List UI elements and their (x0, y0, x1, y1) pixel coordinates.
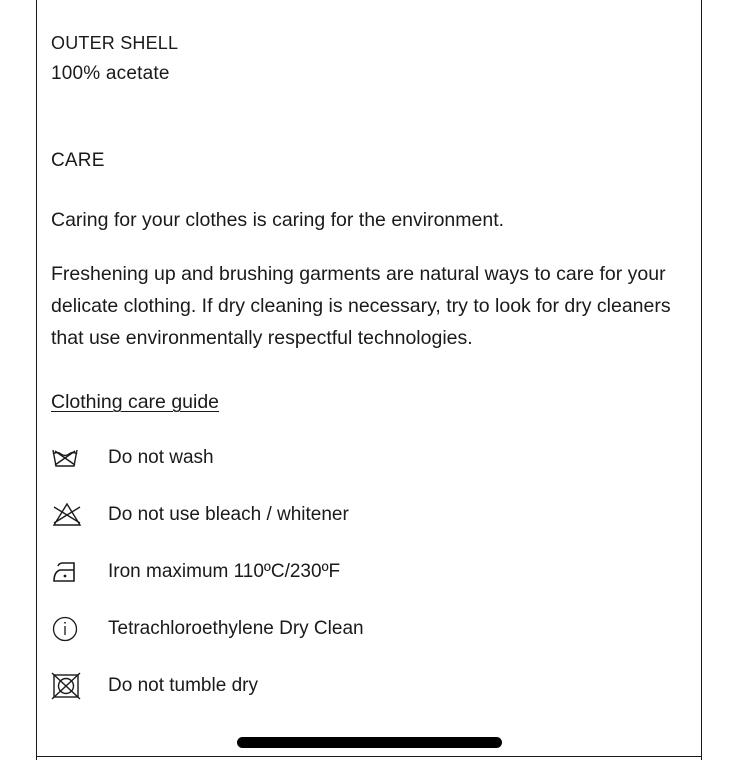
product-details-panel (36, 0, 702, 760)
care-item-label: Iron maximum 110ºC/230ºF (108, 561, 341, 582)
care-item-dry-clean (51, 614, 364, 644)
home-indicator[interactable] (237, 737, 502, 748)
dry-clean-p-icon (51, 615, 83, 643)
care-heading: CARE (51, 150, 105, 171)
care-description: Freshening up and brushing garments are natural ways to care for your delicate clothing. If dry cleaning is necessary, try to look for dry cleaners that use environmentally respectful technologies. (51, 263, 671, 349)
care-item-do-not-wash (51, 443, 214, 473)
do-not-tumble-dry-icon (51, 672, 83, 700)
care-item-do-not-tumble-dry (51, 671, 258, 701)
panel-bottom-border (36, 756, 702, 757)
care-item-label: Tetrachloroethylene Dry Clean (108, 618, 364, 639)
do-not-wash-icon (51, 444, 83, 472)
outer-shell-value: 100% acetate (51, 63, 170, 84)
care-item-label: Do not wash (108, 447, 214, 468)
outer-shell-heading: OUTER SHELL (51, 33, 179, 53)
care-item-label: Do not tumble dry (108, 675, 258, 696)
do-not-bleach-icon (51, 501, 83, 529)
care-item-do-not-bleach (51, 500, 349, 530)
care-item-iron (51, 557, 340, 587)
care-intro: Caring for your clothes is caring for the environment. (51, 209, 505, 231)
clothing-care-guide-link[interactable]: Clothing care guide (51, 391, 220, 413)
care-item-label: Do not use bleach / whitener (108, 504, 349, 525)
iron-low-icon (51, 558, 83, 586)
